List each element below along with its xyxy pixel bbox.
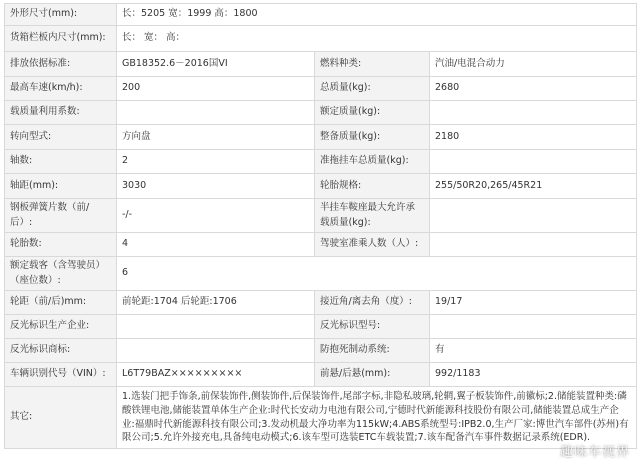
label-rated-passengers: 额定载客（含驾驶员）（座位数）: xyxy=(5,257,117,291)
table-row xyxy=(5,26,637,52)
label-overall-dimensions: 外形尺寸(mm): xyxy=(5,4,117,26)
spec-table xyxy=(4,3,637,449)
label-emission-standard: 排放依据标准: xyxy=(5,52,117,77)
table-row xyxy=(5,387,637,449)
value-max-speed: 200 xyxy=(117,77,315,101)
value-fuel-type: 汽油/电混合动力 xyxy=(430,52,637,77)
value-leaf-springs: -/- xyxy=(117,199,315,233)
table-row xyxy=(5,4,637,26)
value-approach-departure: 19/17 xyxy=(430,291,637,315)
value-rated-mass xyxy=(430,101,637,125)
value-gross-mass: 2680 xyxy=(430,77,637,101)
value-trailer-mass xyxy=(430,150,637,174)
label-steering-type: 转向型式: xyxy=(5,125,117,150)
label-rated-mass: 额定质量(kg): xyxy=(315,101,430,125)
label-curb-mass: 整备质量(kg): xyxy=(315,125,430,150)
table-row xyxy=(5,291,637,315)
label-overhang: 前悬/后悬(mm): xyxy=(315,363,430,387)
value-axle-count: 2 xyxy=(117,150,315,174)
value-tire-spec: 255/50R20,265/45R21 xyxy=(430,174,637,199)
value-abs: 有 xyxy=(430,339,637,363)
label-tire-spec: 轮胎规格: xyxy=(315,174,430,199)
value-curb-mass: 2180 xyxy=(430,125,637,150)
value-track-width: 前轮距:1704 后轮距:1706 xyxy=(117,291,315,315)
label-reflector-model: 反光标识型号: xyxy=(315,315,430,339)
value-reflector-brand xyxy=(117,339,315,363)
label-vin: 车辆识别代号（VIN）: xyxy=(5,363,117,387)
value-saddle-load xyxy=(430,199,637,233)
label-max-speed: 最高车速(km/h): xyxy=(5,77,117,101)
table-row xyxy=(5,315,637,339)
table-row xyxy=(5,339,637,363)
value-tire-count: 4 xyxy=(117,233,315,257)
label-fuel-type: 燃料种类: xyxy=(315,52,430,77)
label-approach-departure: 接近角/离去角（度）: xyxy=(315,291,430,315)
label-load-utilization: 载质量利用系数: xyxy=(5,101,117,125)
label-cargo-box-dimensions: 货箱栏板内尺寸(mm): xyxy=(5,26,117,52)
table-row xyxy=(5,52,637,77)
label-abs: 防抱死制动系统: xyxy=(315,339,430,363)
table-row xyxy=(5,174,637,199)
value-load-utilization xyxy=(117,101,315,125)
table-row xyxy=(5,77,637,101)
value-reflector-maker xyxy=(117,315,315,339)
label-tire-count: 轮胎数: xyxy=(5,233,117,257)
label-gross-mass: 总质量(kg): xyxy=(315,77,430,101)
watermark-text: 趣味车视界 xyxy=(559,445,630,460)
value-other: 1.选装门把手饰条,前保装饰件,侧装饰件,后保装饰件,尾部字标,非隐私玻璃,轮辋,翼子板装饰件,前徽标;2.储能装置种类:磷酸铁锂电池,储能装置单体生产企业:时代长安动力电池有限公司,宁德时代新能源科技股份有限公司,储能装置总成生产企业:福鼎时代新能源科技有限公司;3.发动机最大净功率为115kW;4.ABS系统型号:IPB2.0,生产厂家:博世汽车部件(苏州)有限公司;5.允许外接充电,具备纯电动模式;6.该车型可选装ETC车载装置;7.该车配备汽车事件数据记录系统(EDR). xyxy=(117,387,637,449)
table-row xyxy=(5,199,637,233)
value-reflector-model xyxy=(430,315,637,339)
value-cab-seating xyxy=(430,233,637,257)
value-overall-dimensions: 长：5205 宽：1999 高：1800 xyxy=(117,4,637,26)
table-row xyxy=(5,363,637,387)
label-cab-seating: 驾驶室准乘人数（人）: xyxy=(315,233,430,257)
value-overhang: 992/1183 xyxy=(430,363,637,387)
label-reflector-brand: 反光标识商标: xyxy=(5,339,117,363)
label-saddle-load: 半挂车鞍座最大允许承载质量(kg): xyxy=(315,199,430,233)
label-trailer-mass: 准拖挂车总质量(kg): xyxy=(315,150,430,174)
value-cargo-box-dimensions: 长： 宽： 高： xyxy=(117,26,637,52)
value-wheelbase: 3030 xyxy=(117,174,315,199)
value-emission-standard: GB18352.6－2016国VI xyxy=(117,52,315,77)
value-steering-type: 方向盘 xyxy=(117,125,315,150)
table-row xyxy=(5,125,637,150)
value-vin: L6T79BAZ××××××××× xyxy=(117,363,315,387)
value-rated-passengers: 6 xyxy=(117,257,637,291)
table-row xyxy=(5,257,637,291)
label-wheelbase: 轴距(mm): xyxy=(5,174,117,199)
table-row xyxy=(5,233,637,257)
label-reflector-maker: 反光标识生产企业: xyxy=(5,315,117,339)
label-leaf-springs: 钢板弹簧片数（前/后）: xyxy=(5,199,117,233)
table-row xyxy=(5,150,637,174)
label-axle-count: 轴数: xyxy=(5,150,117,174)
table-row xyxy=(5,101,637,125)
label-track-width: 轮距（前/后)mm: xyxy=(5,291,117,315)
label-other: 其它: xyxy=(5,387,117,449)
